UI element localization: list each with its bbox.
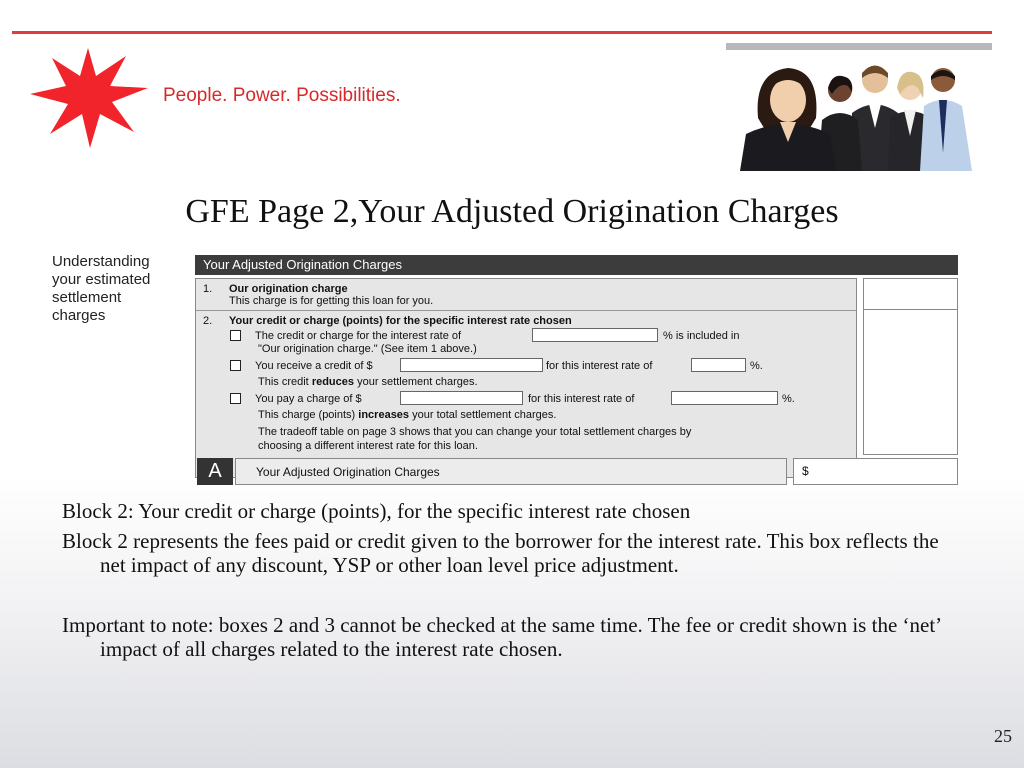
option1-rate-field[interactable] (532, 328, 658, 342)
origination-box (195, 278, 857, 478)
tradeoff-note-line1: The tradeoff table on page 3 shows that you can change your total settlement charges by (258, 426, 692, 438)
header-grey-bar (726, 43, 992, 50)
option2-credit-field[interactable] (400, 358, 543, 372)
item2-number: 2. (203, 315, 213, 327)
body-paragraph-3: Important to note: boxes 2 and 3 cannot be checked at the same time. The fee or credit shown is the ‘net’ impact of all charges related to the interest rate chosen. (62, 613, 941, 661)
box-a-amount: $ (793, 458, 958, 485)
starburst-logo-icon (30, 48, 150, 148)
side-label-line: settlement (52, 289, 122, 306)
option3-note: This charge (points) increases your total settlement charges. (258, 409, 557, 421)
option1-text-c: "Our origination charge." (See item 1 above.) (258, 343, 477, 355)
option3-text-b: for this interest rate of (528, 393, 635, 405)
amount-column (863, 278, 958, 455)
box-a-label: Your Adjusted Origination Charges (235, 458, 787, 485)
form-header: Your Adjusted Origination Charges (195, 255, 958, 275)
box-a-letter: A (197, 458, 233, 485)
option2-text-c: %. (750, 360, 763, 372)
option1-checkbox[interactable] (230, 330, 241, 341)
body-paragraph-2: Block 2 represents the fees paid or credit given to the borrower for the interest rate. This box reflects the net impact of any discount, YSP or other loan level price adjustment. (62, 529, 939, 577)
gfe-form-excerpt (195, 255, 959, 487)
page-number: 25 (994, 726, 1012, 746)
option2-text-a: You receive a credit of $ (255, 360, 373, 372)
amount-column-divider (864, 309, 957, 310)
item2-title: Your credit or charge (points) for the specific interest rate chosen (229, 315, 572, 327)
option3-text-c: %. (782, 393, 795, 405)
body-text (62, 499, 962, 661)
side-label-line: your estimated (52, 271, 151, 288)
option2-text-b: for this interest rate of (546, 360, 653, 372)
tradeoff-note-line2: choosing a different interest rate for this loan. (258, 440, 478, 452)
side-label-line: Understanding (52, 253, 150, 270)
option3-checkbox[interactable] (230, 393, 241, 404)
option2-checkbox[interactable] (230, 360, 241, 371)
tagline: People. Power. Possibilities. (163, 85, 401, 106)
option3-rate-field[interactable] (671, 391, 778, 405)
side-label-line: charges (52, 307, 106, 324)
option2-note: This credit reduces your settlement charges. (258, 376, 478, 388)
side-label (52, 253, 192, 325)
body-paragraph-1: Block 2: Your credit or charge (points), for the specific interest rate chosen (62, 499, 691, 523)
option3-charge-field[interactable] (400, 391, 523, 405)
option1-text-b: % is included in (663, 330, 740, 342)
item1-row (196, 279, 856, 311)
slide-title: GFE Page 2,Your Adjusted Origination Charges (185, 193, 839, 230)
business-people-photo (740, 58, 974, 171)
item1-title: Our origination charge (229, 283, 348, 295)
item1-desc: This charge is for getting this loan for you. (229, 295, 434, 307)
item1-number: 1. (203, 283, 213, 295)
option3-text-a: You pay a charge of $ (255, 393, 362, 405)
option1-text-a: The credit or charge for the interest rate of (255, 330, 462, 342)
option2-rate-field[interactable] (691, 358, 746, 372)
header-red-rule (12, 31, 992, 34)
